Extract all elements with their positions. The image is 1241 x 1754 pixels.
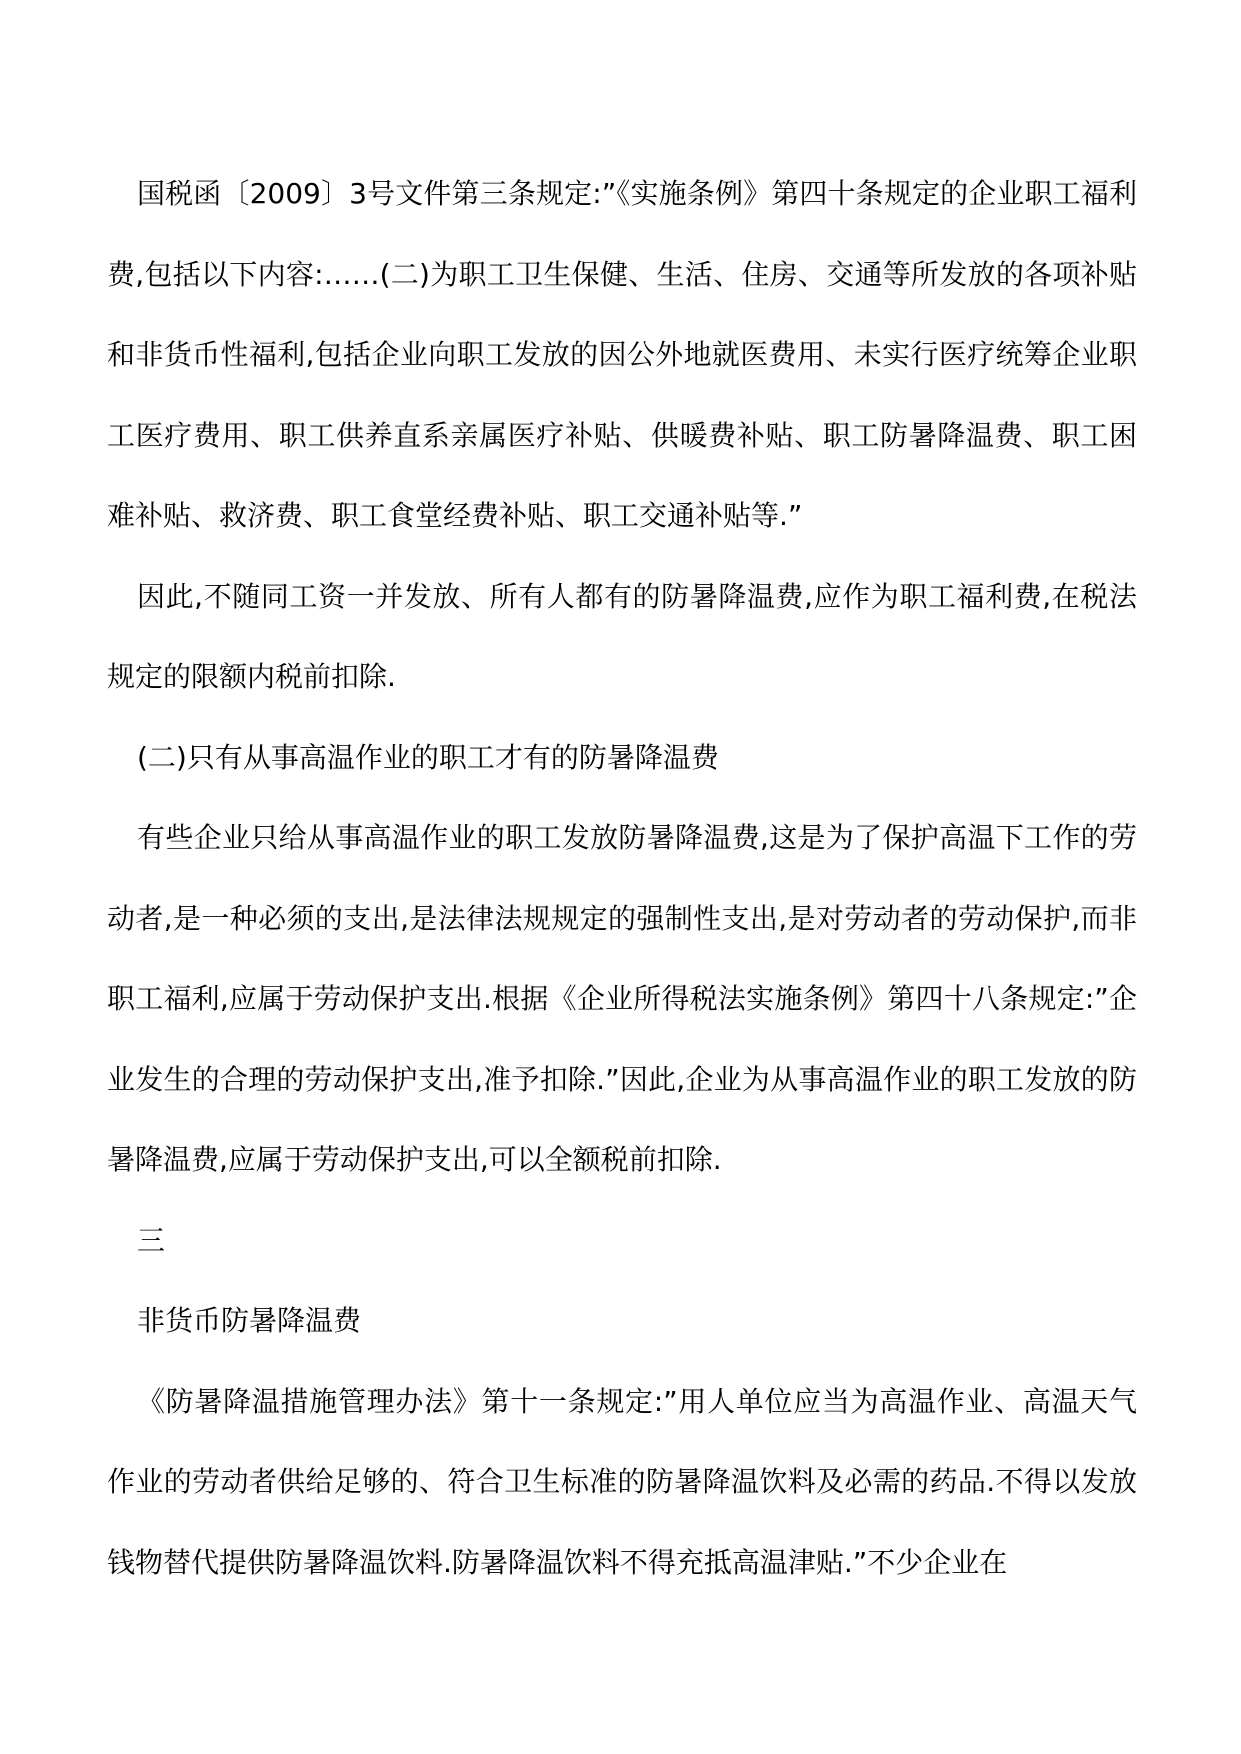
document-page — [107, 154, 1137, 1603]
section-number: 三 — [137, 1223, 166, 1257]
paragraph-welfare-conclusion: 因此,不随同工资一并发放、所有人都有的防暑降温费,应作为职工福利费,在税法规定的限额内税前扣除. — [107, 579, 1137, 693]
section-heading-non-monetary: 非货币防暑降温费 — [137, 1304, 362, 1337]
paragraph-labor-protection: 有些企业只给从事高温作业的职工发放防暑降温费,这是为了保护高温下工作的劳动者,是一种必须的支出,是法律法规规定的强制性支出,是对劳动者的劳动保护,而非职工福利,应属于劳动保护支出.根据《企业所得税法实施条例》第四十八条规定:”企业发生的合理的劳动保护支出,准予扣除.”因此,企业为从事高温作业的职工发放的防暑降温费,应属于劳动保护支出,可以全额税前扣除. — [107, 821, 1137, 1176]
section-heading-high-temp: (二)只有从事高温作业的职工才有的防暑降温费 — [137, 740, 719, 774]
paragraph-management-measures: 《防暑降温措施管理办法》第十一条规定:”用人单位应当为高温作业、高温天气作业的劳动者供给足够的、符合卫生标准的防暑降温饮料及必需的药品.不得以发放钱物替代提供防暑降温饮料.防暑降温饮料不得充抵高温津贴.”不少企业在 — [107, 1384, 1137, 1579]
paragraph-welfare-rule: 国税函〔2009〕3号文件第三条规定:”《实施条例》第四十条规定的企业职工福利费,包括以下内容:……(二)为职工卫生保健、生活、住房、交通等所发放的各项补贴和非货币性福利,包括企业向职工发放的因公外地就医费用、未实行医疗统筹企业职工医疗费用、职工供养直系亲属医疗补贴、供暖费补贴、职工防暑降温费、职工困难补贴、救济费、职工食堂经费补贴、职工交通补贴等.” — [107, 177, 1137, 532]
